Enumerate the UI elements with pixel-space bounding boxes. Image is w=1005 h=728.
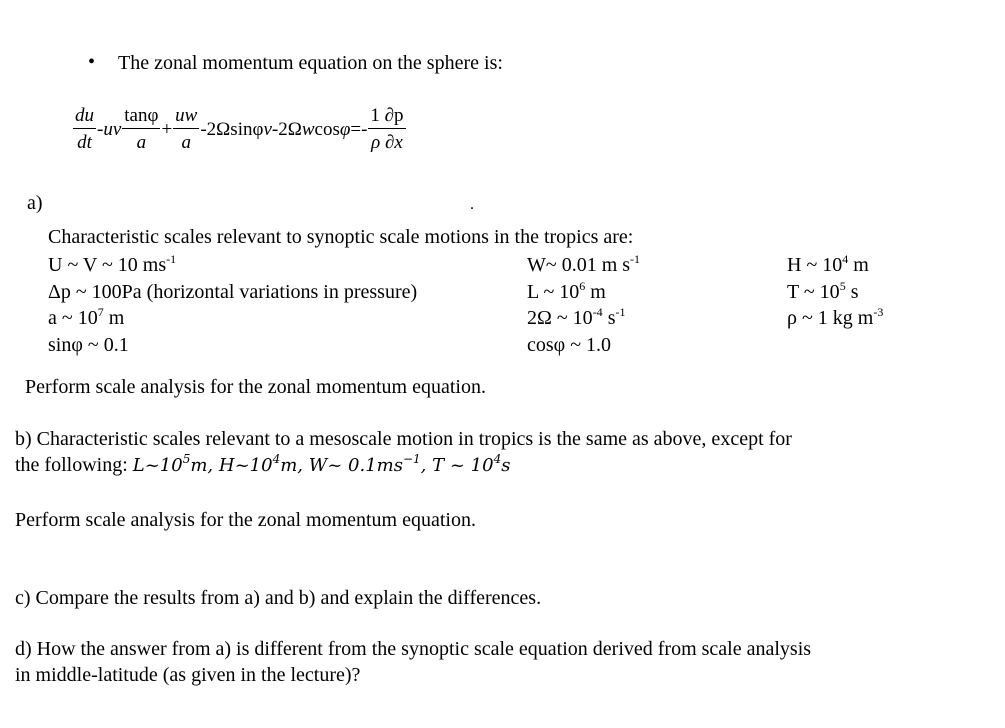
- zonal-momentum-equation: [72, 106, 407, 153]
- scale-omega: 2Ω ~ $10^{-4}$ $s^{-1}$: [527, 305, 626, 329]
- op: -: [97, 118, 104, 140]
- stray-dot: .: [470, 196, 474, 213]
- part-c-text: c) Compare the results from a) and b) and explain the differences.: [15, 587, 542, 609]
- cos: cos: [314, 118, 340, 140]
- term-uw-a: $\frac{uw}{a}$: [175, 105, 198, 153]
- term-tan-a: $\frac{\tan\varphi}{a}$: [124, 105, 159, 153]
- scale-rho: ρ ~ 1 kg $m^{-3}$: [787, 305, 884, 329]
- scale-dp: Δp ~ 100Pa (horizontal variations in pressure): [48, 281, 418, 303]
- part-a-heading: Characteristic scales relevant to synoptic scale motions in the tropics are:: [48, 226, 634, 248]
- part-b-task: Perform scale analysis for the zonal momentum equation.: [15, 509, 476, 531]
- term-du-dt: $\frac{du}{dt}$: [75, 105, 94, 153]
- uv: uv: [103, 118, 122, 140]
- w: w: [301, 118, 315, 140]
- part-a-label: a): [27, 192, 43, 214]
- intro-text: The zonal momentum equation on the sphere is:: [118, 52, 503, 74]
- v: v: [263, 118, 272, 140]
- part-d-line1: d) How the answer from a) is different from the synoptic scale equation derived from scale analysis: [15, 638, 812, 660]
- scale-H: H ~ $10^4$ m: [787, 252, 869, 276]
- scale-a: a ~ $10^7$ m: [48, 305, 125, 329]
- pressure-gradient-term: $\frac{1 \partial p}{\rho \partial x}$: [370, 105, 404, 153]
- bullet: •: [88, 51, 96, 73]
- scale-W: W~ 0.01 m $s^{-1}$: [527, 252, 641, 276]
- part-d-line2: in middle-latitude (as given in the lecture)?: [15, 664, 361, 686]
- scale-U: U ~ V ~ 10 $ms^{-1}$: [48, 252, 177, 276]
- part-b-math: $L\sim 10^5m$, $H\sim 10^4m$, W~ $0.1ms^{-1}$, T ~ $10^4s$: [132, 452, 511, 476]
- part-a-task: Perform scale analysis for the zonal momentum equation.: [25, 376, 486, 398]
- phi: φ: [339, 118, 351, 140]
- coriolis-w-term: -2Ω: [271, 118, 302, 140]
- op: +: [161, 118, 173, 140]
- equals: =-: [350, 118, 368, 140]
- scale-L: L ~ $10^6$ m: [527, 279, 606, 303]
- scale-cos: cosφ ~ 1.0: [527, 334, 612, 356]
- scale-sin: sinφ ~ 0.1: [48, 334, 129, 356]
- coriolis-term: -2Ωsinφ: [200, 118, 264, 140]
- part-b-line1: b) Characteristic scales relevant to a mesoscale motion in tropics is the same as above, except for: [15, 428, 792, 450]
- scale-T: T ~ $10^5$ s: [787, 279, 859, 303]
- part-b-line2: the following: $L\sim 10^5m$, $H\sim 10^4m$, W~ $0.1ms^{-1}$, T ~ $10^4s$: [15, 452, 511, 476]
